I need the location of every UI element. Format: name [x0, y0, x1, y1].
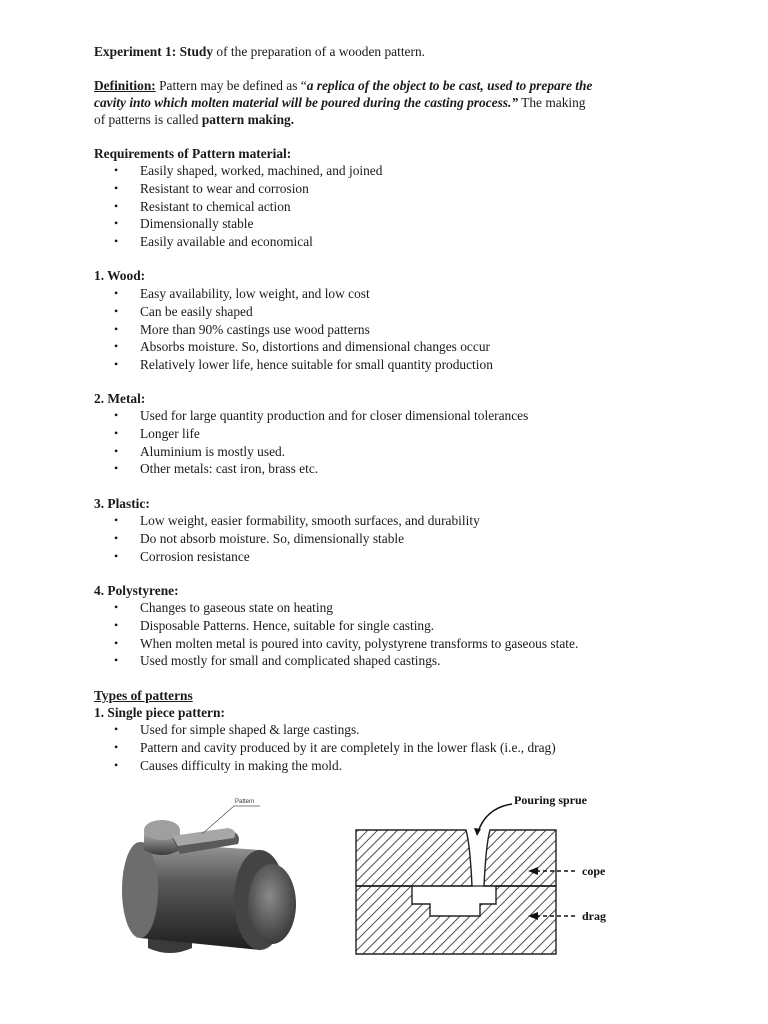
cope-label: cope: [582, 864, 606, 878]
experiment-description: of the preparation of a wooden pattern.: [213, 44, 425, 59]
bullet-marker: •: [114, 303, 119, 318]
definition-line-2: [94, 94, 586, 111]
bullet-marker: •: [114, 739, 119, 754]
polystyrene-heading: 4. Polystyrene:: [94, 583, 179, 598]
definition-line-1: [94, 77, 592, 94]
mold-cross-section-diagram: [350, 788, 625, 963]
bullet-marker: •: [114, 757, 119, 772]
bullet-marker: •: [114, 461, 119, 476]
bullet-marker: •: [114, 600, 119, 614]
list-item-text: Easy availability, low weight, and low cost: [140, 286, 370, 301]
definition-called: of patterns is called: [94, 112, 202, 127]
types-heading: Types of patterns: [94, 688, 193, 703]
bullet-marker: •: [114, 163, 119, 177]
plastic-heading: 3. Plastic:: [94, 496, 150, 511]
bullet-marker: •: [114, 548, 119, 563]
list-item-text: Causes difficulty in making the mold.: [140, 757, 343, 773]
list-item-text: Used for large quantity production and for closer dimensional tolerances: [140, 408, 529, 423]
list-item-text: Dimensionally stable: [140, 216, 254, 232]
bullet-marker: •: [114, 617, 119, 632]
single-piece-heading: 1. Single piece pattern:: [94, 705, 225, 720]
list-item-text: Disposable Patterns. Hence, suitable for single casting.: [140, 617, 435, 633]
bullet-marker: •: [114, 234, 119, 249]
list-item-text: Absorbs moisture. So, distortions and dimensional changes occur: [140, 339, 490, 355]
list-item-text: Aluminium is mostly used.: [140, 443, 286, 459]
list-item-text: Can be easily shaped: [140, 303, 253, 319]
bullet-marker: •: [114, 286, 119, 300]
bullet-marker: •: [114, 408, 119, 422]
bullet-marker: •: [114, 216, 119, 231]
definition-label: Definition:: [94, 78, 156, 93]
list-item-text: Resistant to wear and corrosion: [140, 180, 309, 196]
definition-line-3: [94, 111, 294, 128]
list-item-text: Changes to gaseous state on heating: [140, 600, 334, 615]
list-item-text: Pattern and cavity produced by it are completely in the lower flask (i.e., drag): [140, 739, 556, 755]
bullet-marker: •: [114, 321, 119, 336]
requirements-heading: Requirements of Pattern material:: [94, 146, 292, 161]
pouring-sprue-label: Pouring sprue: [514, 793, 588, 807]
definition-term: pattern making.: [201, 112, 295, 127]
list-item-text: When molten metal is poured into cavity, polystyrene transforms to gaseous state.: [140, 635, 579, 651]
list-item-text: Longer life: [140, 425, 200, 441]
study-word: Study: [179, 44, 214, 59]
bullet-marker: •: [114, 513, 119, 527]
list-item-text: Corrosion resistance: [140, 548, 250, 564]
single-piece-pattern-illustration: [110, 790, 320, 960]
list-item-text: Other metals: cast iron, brass etc.: [140, 461, 319, 477]
definition-emphasis-1: a replica of the object to be cast, used to prepare the: [306, 78, 593, 93]
list-item-text: Used mostly for small and complicated shaped castings.: [140, 653, 441, 669]
experiment-label: Experiment 1:: [94, 44, 177, 59]
bullet-marker: •: [114, 198, 119, 213]
list-item-text: More than 90% castings use wood patterns: [140, 321, 370, 337]
metal-heading: 2. Metal:: [94, 391, 146, 406]
experiment-title: [94, 43, 425, 60]
bullet-marker: •: [114, 425, 119, 440]
list-item-text: Used for simple shaped & large castings.: [140, 722, 360, 737]
list-item-text: Do not absorb moisture. So, dimensionally stable: [140, 530, 405, 546]
definition-intro: Pattern may be defined as “: [155, 78, 307, 93]
drag-label: drag: [582, 909, 606, 923]
list-item-text: Relatively lower life, hence suitable for small quantity production: [140, 357, 493, 373]
definition-making: The making: [518, 95, 586, 110]
bullet-marker: •: [114, 357, 119, 372]
bullet-marker: •: [114, 722, 119, 736]
bullet-marker: •: [114, 180, 119, 195]
list-item-text: Easily shaped, worked, machined, and joined: [140, 163, 383, 178]
bullet-marker: •: [114, 635, 119, 650]
bullet-marker: •: [114, 443, 119, 458]
bullet-marker: •: [114, 530, 119, 545]
list-item-text: Low weight, easier formability, smooth surfaces, and durability: [140, 513, 480, 528]
bullet-marker: •: [114, 653, 119, 668]
bullet-marker: •: [114, 339, 119, 354]
wood-heading: 1. Wood:: [94, 268, 146, 283]
list-item-text: Easily available and economical: [140, 234, 313, 250]
pattern-callout-label: Pattern: [235, 799, 255, 805]
definition-emphasis-2: cavity into which molten material will be poured during the casting process.”: [94, 95, 519, 110]
list-item-text: Resistant to chemical action: [140, 198, 291, 214]
